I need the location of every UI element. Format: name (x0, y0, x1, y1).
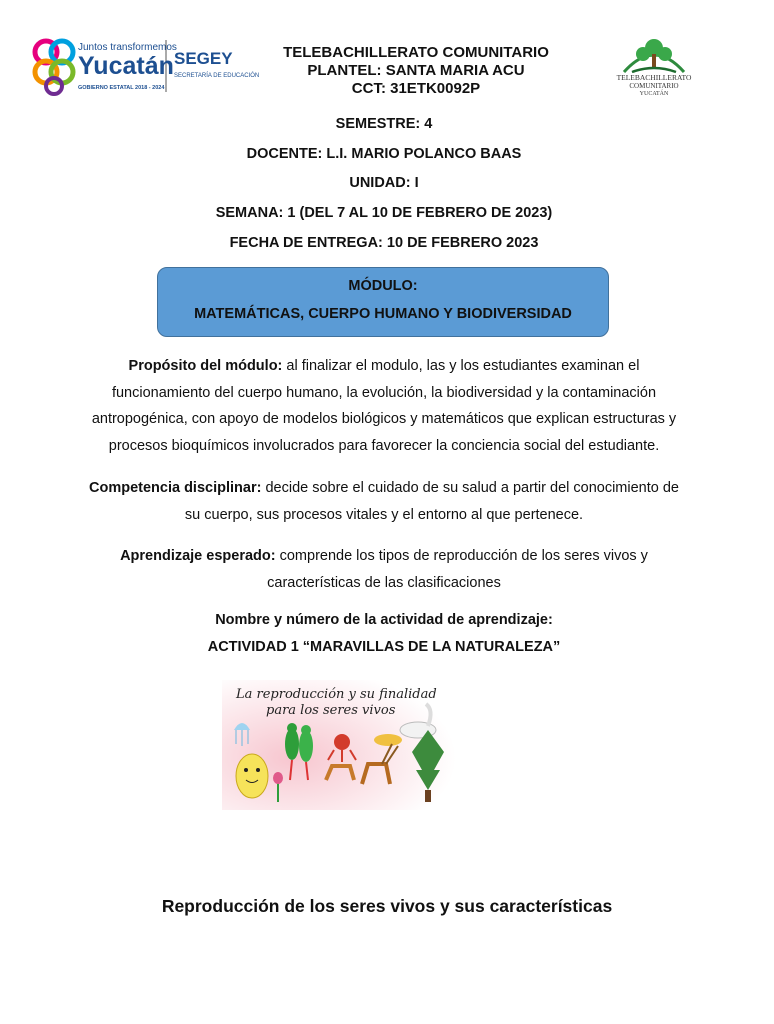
section-title: Reproducción de los seres vivos y sus características (161, 896, 613, 916)
docente: DOCENTE: L.I. MARIO POLANCO BAAS (246, 146, 522, 162)
logo-tagline: Juntos transformemos (78, 42, 177, 53)
logo-name: Yucatán (78, 52, 174, 80)
competencia-line2: su cuerpo, sus procesos vitales y el entorno al que pertenece. (184, 506, 584, 523)
competencia-line1: decide sobre el cuidado de su salud a partir del conocimiento de (261, 480, 679, 496)
telebachillerato-logo (610, 36, 698, 98)
school-header (216, 44, 616, 98)
purpose-line3: antropogénica, con apoyo de modelos biológicos y matemáticos que explican estructuras y (91, 411, 677, 427)
yucatan-logo (28, 34, 260, 98)
school-plantel: PLANTEL: SANTA MARIA ACU (307, 62, 525, 79)
aprendizaje-paragraph (70, 543, 698, 596)
illustration-line2: para los seres vivos (266, 703, 396, 718)
fecha-entrega: FECHA DE ENTREGA: 10 DE FEBRERO 2023 (229, 235, 539, 251)
right-logo-line2: COMUNITARIO (629, 82, 679, 90)
right-logo-line1: TELEBACHILLERATO (616, 73, 692, 82)
purpose-label: Propósito del módulo: (128, 358, 283, 374)
purpose-line2: funcionamiento del cuerpo humano, la evolución, la biodiversidad y la contaminación (111, 384, 657, 401)
right-logo-line3: YUCATÁN (639, 91, 669, 97)
school-cct: CCT: 31ETK0092P (351, 80, 481, 97)
aprendizaje-label: Aprendizaje esperado: (120, 548, 276, 564)
school-name: TELEBACHILLERATO COMUNITARIO (283, 44, 549, 61)
yucatan-logo-icon (28, 34, 260, 98)
competencia-label: Competencia disciplinar: (89, 480, 262, 496)
purpose-line1: al finalizar el modulo, las y los estudiantes examinan el (282, 358, 640, 374)
unidad: UNIDAD: I (349, 175, 419, 191)
purpose-line4: procesos bioquímicos involucrados para favorecer la conciencia social del estudiante. (108, 437, 660, 454)
module-name: MATEMÁTICAS, CUERPO HUMANO Y BIODIVERSIDAD (194, 306, 572, 322)
activity-title: ACTIVIDAD 1 “MARAVILLAS DE LA NATURALEZA” (207, 639, 561, 655)
segey-subtitle: SECRETARÍA DE EDUCACIÓN (174, 73, 260, 79)
purpose-paragraph (70, 353, 698, 459)
competencia-paragraph (70, 475, 698, 528)
semana: SEMANA: 1 (DEL 7 AL 10 DE FEBRERO DE 2023) (215, 205, 553, 221)
tree-book-logo-icon (610, 36, 698, 98)
semestre: SEMESTRE: 4 (335, 116, 433, 132)
illustration-line1: La reproducción y su finalidad (236, 687, 437, 702)
aprendizaje-line1: comprende los tipos de reproducción de los seres vivos y (275, 548, 648, 564)
activity-heading: Nombre y número de la actividad de aprendizaje: (215, 612, 553, 628)
reproduction-illustration (222, 680, 456, 810)
logo-subtitle: GOBIERNO ESTATAL 2018 - 2024 (78, 85, 165, 91)
segey-name: SEGEY (174, 49, 233, 68)
module-label: MÓDULO: (348, 278, 418, 294)
nature-illustration-icon (222, 680, 456, 810)
module-box (157, 267, 609, 337)
aprendizaje-line2: características de las clasificaciones (267, 574, 501, 591)
